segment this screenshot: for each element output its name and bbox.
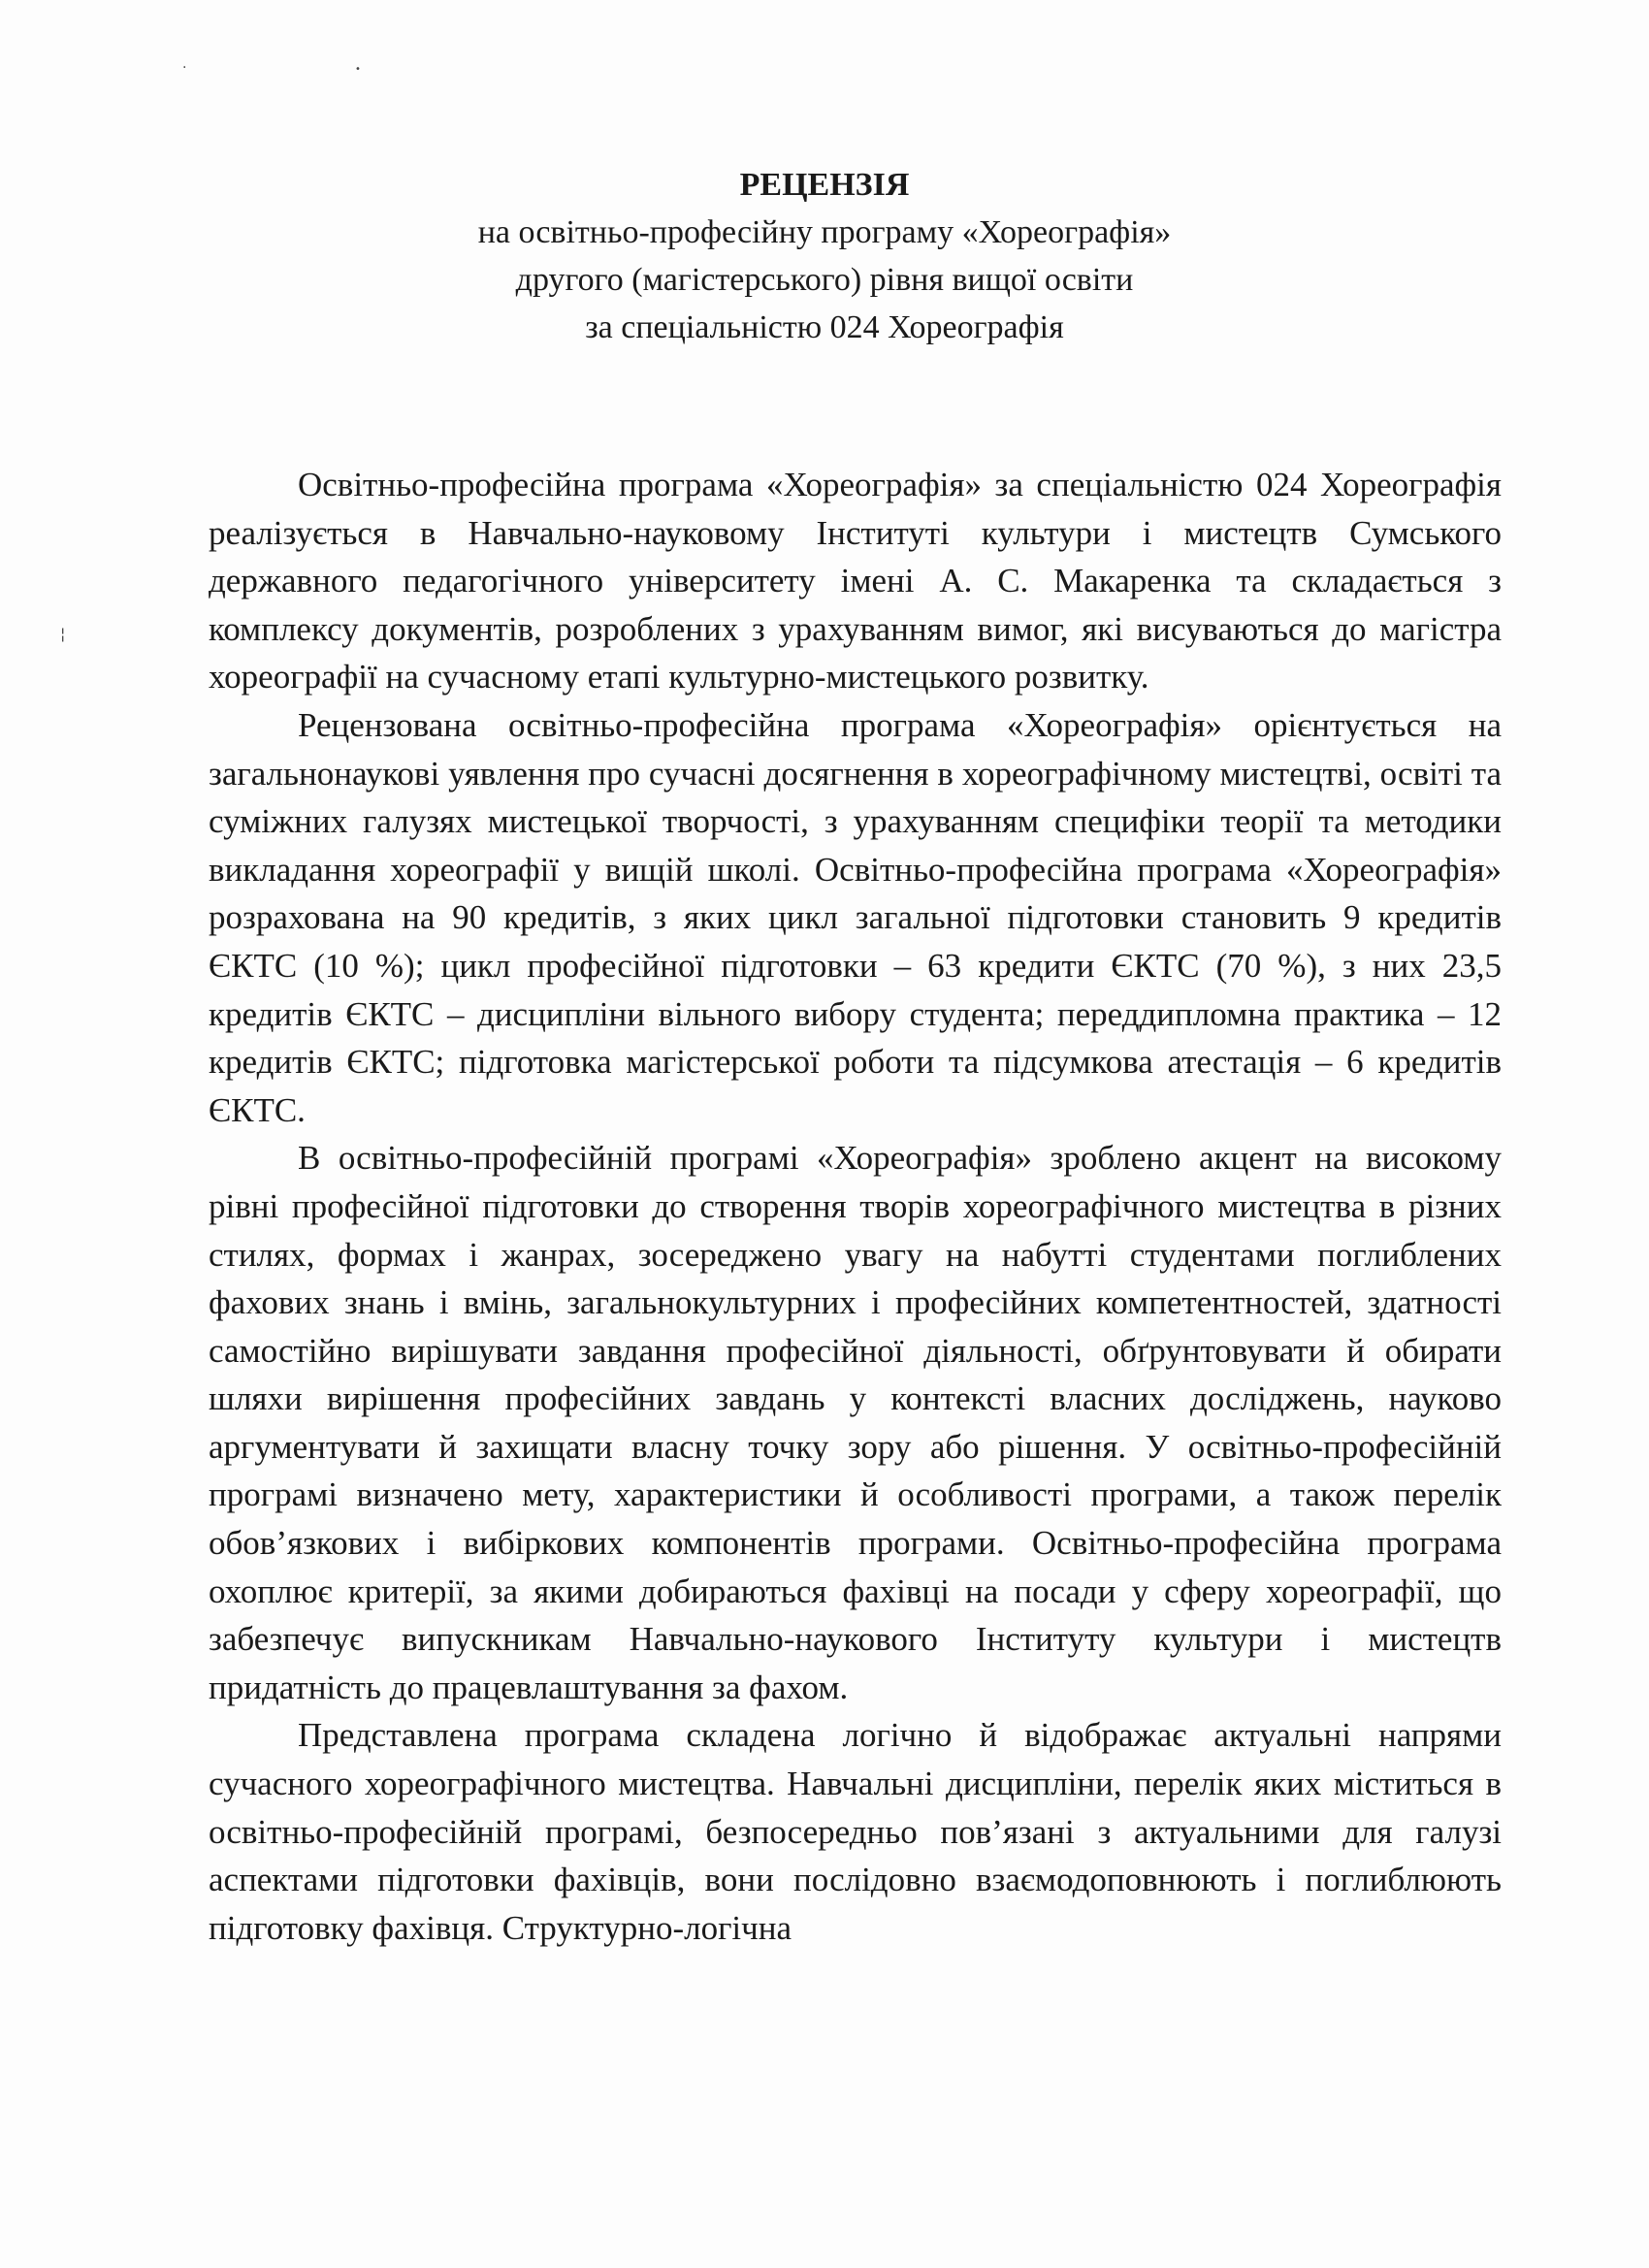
scan-speck: • xyxy=(355,64,361,75)
paragraph-1: Освітньо-професійна програма «Хореографія» за спеціальністю 024 Хореографія реалізується в Навчально-науковому Інституті культури і мистецтв Сумського державного педагогічного університету імені А. С. Макаренка та складається з комплексу документів, розроблених з урахуванням вимог, які висуваються до магістра хореографії на сучасному етапі культурно-мистецького розвитку. xyxy=(209,466,1502,697)
heading-line-2: другого (магістерського) рівня вищої освіти xyxy=(515,262,1134,298)
document-title: РЕЦЕНЗІЯ xyxy=(739,167,910,203)
scan-speck: · xyxy=(182,60,187,76)
heading-line-1: на освітньо-професійну програму «Хореографія» xyxy=(477,214,1172,250)
document-body xyxy=(209,461,1502,1952)
paragraph-2: Рецензована освітньо-професійна програма «Хореографія» орієнтується на загальнонаукові уявлення про сучасні досягнення в хореографічному мистецтві, освіті та суміжних галузях мистецької творчості, з урахуванням специфіки теорії та методики викладання хореографії у вищій школі. Освітньо-професійна програма «Хореографія» розрахована на 90 кредитів, з яких цикл загальної підготовки становить 9 кредитів ЄКТС (10 %); цикл професійної підготовки – 63 кредити ЄКТС (70 %), з них 23,5 кредитів ЄКТС – дисципліни вільного вибору студента; переддипломна практика – 12 кредитів ЄКТС; підготовка магістерської роботи та підсумкова атестація – 6 кредитів ЄКТС. xyxy=(209,705,1502,1129)
document-heading xyxy=(0,161,1649,351)
paragraph-3: В освітньо-професійній програмі «Хореографія» зроблено акцент на високому рівні професійної підготовки до створення творів хореографічного мистецтва в різних стилях, формах і жанрах, зосереджено увагу на набутті студентами поглиблених фахових знань і вмінь, загальнокультурних і професійних компетентностей, здатності самостійно вирішувати завдання професійної діяльності, обґрунтовувати й обирати шляхи вирішення професійних завдань у контексті власних досліджень, науково аргументувати й захищати власну точку зору або рішення. У освітньо-професійній програмі визначено мету, характеристики й особливості програми, а також перелік обов’язкових і вибіркових компонентів програми. Освітньо-професійна програма охоплює критерії, за якими добираються фахівці на посади у сферу хореографії, що забезпечує випускникам Навчально-наукового Інституту культури і мистецтв придатність до працевлаштування за фахом. xyxy=(209,1139,1502,1706)
paragraph-4: Представлена програма складена логічно й відображає актуальні напрями сучасного хореографічного мистецтва. Навчальні дисципліни, перелік яких міститься в освітньо-професійній програмі, безпосередньо пов’язані з актуальними для галузі аспектами підготовки фахівців, вони послідовно взаємодоповнюють і поглиблюють підготовку фахівця. Структурно-логічна xyxy=(209,1716,1502,1947)
scan-speck: ¦ xyxy=(60,625,66,643)
heading-line-3: за спеціальністю 024 Хореографія xyxy=(585,309,1064,345)
